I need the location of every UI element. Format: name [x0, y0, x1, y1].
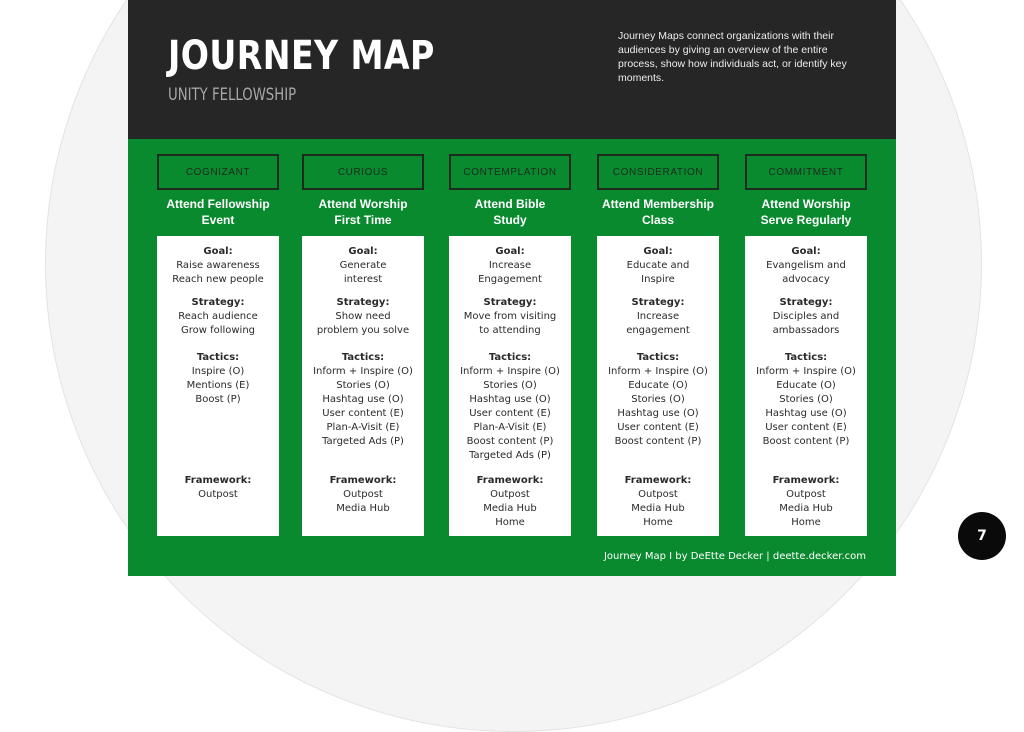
tactics-label: Tactics:	[341, 352, 385, 363]
goal-section	[449, 245, 571, 287]
framework-label: Framework:	[624, 475, 692, 486]
goal-section	[745, 245, 867, 287]
stage-activity-line: Attend Worship	[318, 197, 408, 211]
tactics-item: User content (E)	[765, 422, 847, 433]
tactics-section	[597, 351, 719, 449]
strategy-label: Strategy:	[191, 297, 245, 308]
strategy-section	[449, 296, 571, 338]
framework-section	[745, 474, 867, 530]
goal-item: interest	[343, 274, 383, 285]
strategy-section	[302, 296, 424, 338]
goal-label: Goal:	[348, 246, 378, 257]
stage-label: CONSIDERATION	[597, 154, 719, 190]
stage-card	[157, 236, 279, 536]
strategy-section	[745, 296, 867, 338]
tactics-item: Inform + Inspire (O)	[608, 366, 708, 377]
strategy-label: Strategy:	[336, 297, 390, 308]
goal-item: Educate and	[626, 260, 690, 271]
goal-label: Goal:	[643, 246, 673, 257]
stage-activity	[302, 196, 424, 234]
stage-activity-line: Attend Fellowship	[166, 197, 270, 211]
goal-item: Reach new people	[172, 274, 264, 285]
stage-activity-line: Attend Membership	[601, 197, 714, 211]
page-subtitle: UNITY FELLOWSHIP	[168, 85, 297, 105]
strategy-label: Strategy:	[631, 297, 685, 308]
tactics-label: Tactics:	[196, 352, 240, 363]
tactics-item: Inspire (O)	[191, 366, 245, 377]
goal-item: Engagement	[478, 274, 542, 285]
framework-item: Outpost	[490, 489, 530, 500]
framework-section	[449, 474, 571, 530]
tactics-item: Educate (O)	[776, 380, 836, 391]
tactics-item: Educate (O)	[628, 380, 688, 391]
tactics-label: Tactics:	[636, 352, 680, 363]
stage-column-contemplation	[449, 154, 571, 528]
tactics-item: Boost content (P)	[614, 436, 702, 447]
intro-text: Journey Maps connect organizations with their audiences by giving an overview of the entire process, show how individuals act, or identify key moments.	[618, 30, 847, 84]
slide	[128, 0, 896, 576]
tactics-item: Inform + Inspire (O)	[756, 366, 856, 377]
tactics-item: User content (E)	[617, 422, 699, 433]
framework-label: Framework:	[184, 475, 252, 486]
tactics-item: Stories (O)	[631, 394, 685, 405]
stage-activity	[157, 196, 279, 234]
strategy-item: Move from visiting	[463, 311, 557, 322]
stage-card	[449, 236, 571, 536]
goal-label: Goal:	[203, 246, 233, 257]
framework-item: Media Hub	[631, 503, 685, 514]
stage-label: COGNIZANT	[157, 154, 279, 190]
stage-label: COMMITMENT	[745, 154, 867, 190]
framework-label: Framework:	[772, 475, 840, 486]
stage-activity-line: Class	[641, 213, 675, 227]
stage-activity-line: Attend Bible	[474, 197, 546, 211]
tactics-item: Boost content (P)	[762, 436, 850, 447]
strategy-item: Disciples and	[772, 311, 840, 322]
framework-item: Home	[643, 517, 673, 528]
tactics-item: Stories (O)	[779, 394, 833, 405]
stage-card	[597, 236, 719, 536]
goal-label: Goal:	[791, 246, 821, 257]
tactics-section	[449, 351, 571, 463]
tactics-item: Hashtag use (O)	[765, 408, 847, 419]
page-number-badge: 7	[958, 512, 1006, 560]
stage-column-cognizant	[157, 154, 279, 500]
tactics-item: Targeted Ads (P)	[469, 450, 551, 461]
framework-item: Media Hub	[779, 503, 833, 514]
stage-activity-line: Study	[493, 213, 527, 227]
tactics-item: Plan-A-Visit (E)	[473, 422, 547, 433]
framework-label: Framework:	[476, 475, 544, 486]
tactics-section	[302, 351, 424, 449]
tactics-item: Targeted Ads (P)	[322, 436, 404, 447]
tactics-item: Boost content (P)	[466, 436, 554, 447]
strategy-label: Strategy:	[483, 297, 537, 308]
tactics-label: Tactics:	[488, 352, 532, 363]
stage-column-consideration	[597, 154, 719, 528]
strategy-item: to attending	[479, 325, 541, 336]
goal-item: Raise awareness	[176, 260, 260, 271]
goal-item: Generate	[339, 260, 387, 271]
framework-item: Home	[791, 517, 821, 528]
tactics-section	[745, 351, 867, 449]
stage-label: CURIOUS	[302, 154, 424, 190]
strategy-item: Grow following	[180, 325, 256, 336]
tactics-item: Mentions (E)	[186, 380, 250, 391]
goal-section	[302, 245, 424, 287]
tactics-item: Hashtag use (O)	[469, 394, 551, 405]
stage-activity-line: Event	[201, 213, 235, 227]
strategy-item: ambassadors	[772, 325, 840, 336]
goal-section	[157, 245, 279, 287]
goal-item: Evangelism and	[766, 260, 846, 271]
tactics-item: Boost (P)	[195, 394, 241, 405]
goal-section	[597, 245, 719, 287]
framework-item: Outpost	[198, 489, 238, 500]
stage-label: CONTEMPLATION	[449, 154, 571, 190]
stage-column-curious	[302, 154, 424, 514]
stage-activity-line: Attend Worship	[761, 197, 851, 211]
strategy-item: problem you solve	[316, 325, 410, 336]
footer-credit: Journey Map I by DeEtte Decker | deette.decker.com	[603, 551, 866, 562]
slide-header	[128, 0, 896, 139]
tactics-item: Hashtag use (O)	[322, 394, 404, 405]
framework-section	[302, 474, 424, 516]
framework-item: Home	[495, 517, 525, 528]
framework-label: Framework:	[329, 475, 397, 486]
strategy-item: Show need	[335, 311, 391, 322]
framework-item: Outpost	[786, 489, 826, 500]
framework-section	[157, 474, 279, 502]
stage-activity-line: Serve Regularly	[760, 213, 852, 227]
stage-activity-line: First Time	[334, 213, 392, 227]
tactics-item: Hashtag use (O)	[617, 408, 699, 419]
goal-label: Goal:	[495, 246, 525, 257]
framework-section	[597, 474, 719, 530]
strategy-section	[157, 296, 279, 338]
tactics-item: Inform + Inspire (O)	[460, 366, 560, 377]
strategy-item: engagement	[626, 325, 690, 336]
stage-card	[745, 236, 867, 536]
tactics-label: Tactics:	[784, 352, 828, 363]
goal-item: Inspire	[641, 274, 675, 285]
tactics-section	[157, 351, 279, 407]
strategy-item: Reach audience	[178, 311, 258, 322]
strategy-section	[597, 296, 719, 338]
tactics-item: Stories (O)	[336, 380, 390, 391]
framework-item: Outpost	[638, 489, 678, 500]
framework-item: Media Hub	[336, 503, 390, 514]
goal-item: advocacy	[782, 274, 830, 285]
stage-activity	[597, 196, 719, 234]
strategy-item: Increase	[636, 311, 680, 322]
stage-card	[302, 236, 424, 536]
framework-item: Outpost	[343, 489, 383, 500]
framework-item: Media Hub	[483, 503, 537, 514]
stage-activity	[449, 196, 571, 234]
strategy-label: Strategy:	[779, 297, 833, 308]
tactics-item: User content (E)	[322, 408, 404, 419]
tactics-item: Stories (O)	[483, 380, 537, 391]
tactics-item: Inform + Inspire (O)	[313, 366, 413, 377]
stage-column-commitment	[745, 154, 867, 528]
goal-item: Increase	[488, 260, 532, 271]
stage-activity	[745, 196, 867, 234]
tactics-item: User content (E)	[469, 408, 551, 419]
page-title: JOURNEY MAP	[168, 33, 435, 79]
tactics-item: Plan-A-Visit (E)	[326, 422, 400, 433]
